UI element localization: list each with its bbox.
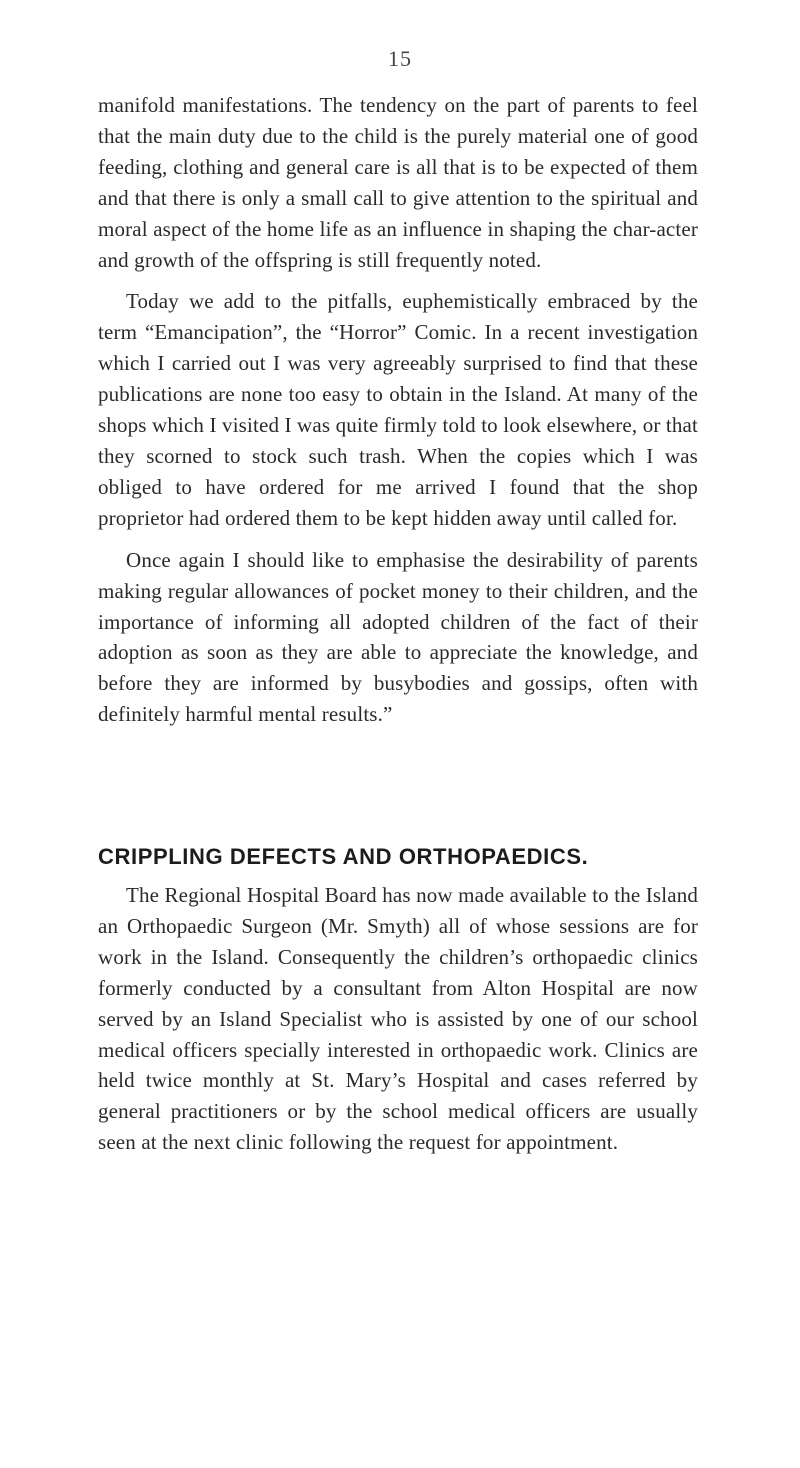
body-text-top (98, 90, 698, 741)
paragraph-pocket-money: Once again I should like to emphasise the desirability of parents making regular allowances of pocket money to their children, and the importance of informing all adopted children of the fact of their adoption as soon as they are able to appreciate the knowledge, and before they are informed by busybodies and gossips, often with definitely harmful mental results.” (98, 547, 698, 727)
paragraph-continuation: manifold manifestations. The tendency on the part of parents to feel that the main duty due to the child is the purely material one of good feeding, clothing and general care is all that is to be expected of them and that there is only a small call to give attention to the spiritual and moral aspect of the home life as an influence in shaping the char-acter and growth of the offspring is still frequently noted. (98, 93, 698, 272)
paragraph-orthopaedic: The Regional Hospital Board has now made available to the Island an Orthopaedic Surgeon (Mr. Smyth) all of whose sessions are for work in the Island. Consequently the children’s orthopaedic clinics formerly conducted by a consultant from Alton Hospital are now served by an Island Specialist who is assisted by one of our school medical officers specially interested in orthopaedic work. Clinics are held twice monthly at St. Mary’s Hospital and cases referred by general practitioners or by the school medical officers are usually seen at the next clinic following the request for appointment. (98, 883, 698, 1155)
body-text-bottom (98, 880, 698, 1169)
page-number: 15 (388, 46, 412, 71)
section-heading: CRIPPLING DEFECTS AND ORTHOPAEDICS. (98, 844, 589, 869)
paragraph-horror-comic: Today we add to the pitfalls, euphemistically embraced by the term “Emancipation”, the “Horror” Comic. In a recent investigation which I carried out I was very agreeably surprised to find that these publications are none too easy to obtain in the Island. At many of the shops which I visited I was quite firmly told to look elsewhere, or that they scorned to stock such trash. When the copies which I was obliged to have ordered for me arrived I found that the shop proprietor had ordered them to be kept hidden away until called for. (98, 289, 698, 530)
